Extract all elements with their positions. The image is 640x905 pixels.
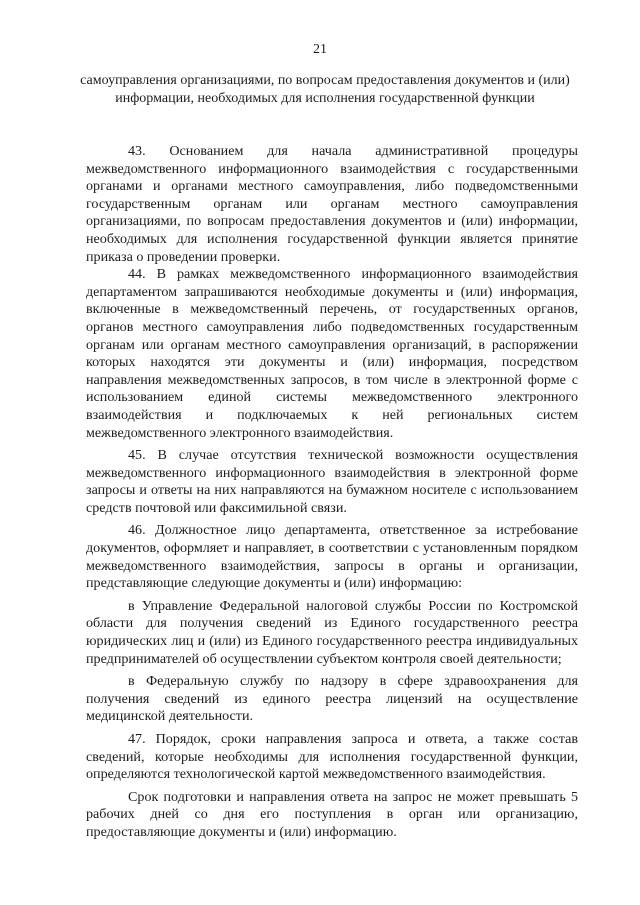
section-heading: самоуправления организациями, по вопросам предоставления документов и (или) информации, необходимых для исполнения государственной функции — [80, 73, 570, 106]
paragraph-44: 44. В рамках межведомственного информационного взаимодействия департаментом запрашиваются необходимые документы и (или) информация, включенные в межведомственный перечень, от государственных органов, органов местного самоуправления либо подведомственных государственным органам или органам местного самоуправления организаций, в распоряжении которых находятся эти документы и (или) информация, посредством направления межведомственных запросов, в том числе в электронной форме с использованием единой системы межведомственного электронного взаимодействия и подключаемых к ней региональных систем межведомственного электронного взаимодействия. — [86, 266, 578, 441]
page-number: 21 — [313, 42, 327, 57]
document-body — [86, 143, 578, 842]
paragraph-response-deadline: Срок подготовки и направления ответа на запрос не может превышать 5 рабочих дней со дня его поступления в орган или организацию, предоставляющие документы и (или) информацию. — [86, 788, 578, 840]
list-item-tax-service: в Управление Федеральной налоговой службы России по Костромской области для получения сведений из Единого государственного реестра юридических лиц и (или) из Единого государственного реестра индивидуальных предпринимателей об осуществлении субъектом контроля своей деятельности; — [86, 597, 578, 667]
paragraph-45: 45. В случае отсутствия технической возможности осуществления межведомственного информационного взаимодействия в электронной форме запросы и ответы на них направляются на бумажном носителе с использованием средств почтовой или факсимильной связи. — [86, 447, 578, 516]
paragraph-47: 47. Порядок, сроки направления запроса и ответа, а также состав сведений, которые необходимы для исполнения государственной функции, определяются технологической картой межведомственного взаимодействия. — [86, 731, 578, 783]
paragraph-46: 46. Должностное лицо департамента, ответственное за истребование документов, оформляет и направляет, в соответствии с установленным порядком межведомственного взаимодействия, запросы в органы и организации, представляющие следующие документы и (или) информацию: — [86, 522, 578, 592]
list-item-health-service: в Федеральную службу по надзору в сфере здравоохранения для получения сведений из единого реестра лицензий на осуществление медицинской деятельности. — [86, 673, 578, 725]
paragraph-43: 43. Основанием для начала административной процедуры межведомственного информационного взаимодействия с государственными органами и органами местного самоуправления, либо подведомственными государственным органам или органам местного самоуправления организациями, по вопросам предоставления документов и (или) информации, необходимых для исполнения государственной функции является принятие приказа о проведении проверки. — [86, 143, 578, 265]
